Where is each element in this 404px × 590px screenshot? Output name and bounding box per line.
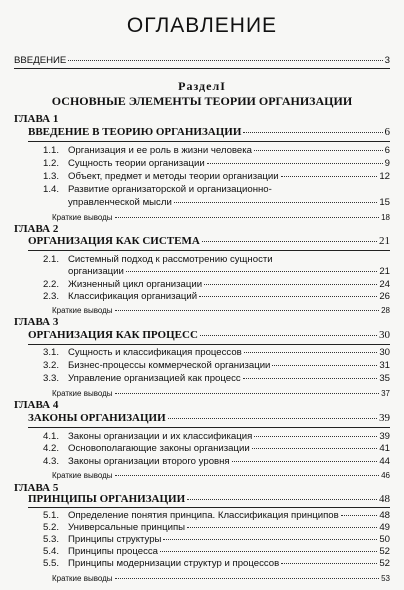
toc-entry[interactable] — [68, 373, 390, 384]
toc-entry[interactable] — [68, 171, 390, 182]
toc-entry[interactable] — [68, 431, 390, 442]
entry-text-cont: организации — [68, 266, 124, 277]
divider — [28, 250, 390, 251]
toc-entry[interactable] — [68, 279, 390, 290]
toc-entry[interactable] — [68, 158, 390, 169]
dot-leader — [68, 60, 382, 61]
toc-entry[interactable] — [68, 145, 390, 156]
entry-text: Управление организацией как процесс — [68, 373, 241, 384]
chapter-3-title-row[interactable] — [28, 330, 390, 341]
entry-text: Принципы процесса — [68, 546, 159, 557]
entry-page: 15 — [379, 197, 390, 208]
part-label: РазделI — [178, 79, 226, 93]
dot-leader — [187, 499, 377, 500]
dot-leader — [254, 436, 377, 437]
divider — [28, 427, 390, 428]
dot-leader — [252, 448, 378, 449]
summary-page: 53 — [381, 574, 390, 583]
chapter-1-title-row[interactable] — [28, 127, 390, 138]
summary-page: 28 — [381, 306, 390, 315]
section-number: 4.2. — [43, 443, 60, 454]
toc-entry[interactable] — [68, 558, 390, 569]
dot-leader — [187, 527, 377, 528]
dot-leader — [115, 475, 380, 476]
entry-page: 31 — [379, 360, 390, 371]
entry-page: 39 — [379, 431, 390, 442]
dot-leader — [281, 563, 377, 564]
entry-page: 12 — [379, 171, 390, 182]
entry-page: 30 — [379, 347, 390, 358]
summary-page: 37 — [381, 389, 390, 398]
toc-entry[interactable] — [68, 534, 390, 545]
dot-leader — [232, 461, 378, 462]
dot-leader — [200, 335, 377, 336]
chapter-4-title: ЗАКОНЫ ОРГАНИЗАЦИИ — [28, 412, 166, 424]
chapter-4-page: 39 — [379, 412, 390, 424]
entry-page: 21 — [379, 266, 390, 277]
entry-text: Универсальные принципы — [68, 522, 186, 533]
toc-entry[interactable] — [68, 360, 390, 371]
section-number: 3.2. — [43, 360, 60, 371]
section-number: 5.2. — [43, 522, 60, 533]
toc-entry[interactable] — [68, 546, 390, 557]
entry-page: 50 — [379, 534, 390, 545]
entry-page: 52 — [379, 546, 390, 557]
dot-leader — [115, 310, 380, 311]
section-number: 1.1. — [43, 145, 60, 156]
entry-page: 49 — [379, 522, 390, 533]
dot-leader — [202, 241, 377, 242]
entry-text: Системный подход к рассмотрению сущности — [68, 254, 273, 265]
toc-intro-row[interactable] — [14, 55, 390, 66]
section-number: 1.3. — [43, 171, 60, 182]
summary-page: 18 — [381, 213, 390, 222]
section-number: 1.2. — [43, 158, 60, 169]
entry-text: Определение понятия принципа. Классификация принципов — [68, 510, 339, 521]
chapter-5-label: ГЛАВА 5 — [14, 482, 59, 494]
dot-leader — [174, 202, 378, 203]
chapter-4-label: ГЛАВА 4 — [14, 399, 59, 411]
entry-text: Бизнес-процессы коммерческой организации — [68, 360, 271, 371]
chapter-2-page: 21 — [379, 235, 390, 247]
chapter-4-title-row[interactable] — [28, 413, 390, 424]
dot-leader — [163, 539, 377, 540]
dot-leader — [341, 515, 378, 516]
toc-entry[interactable] — [68, 197, 390, 208]
entry-text: Законы организации второго уровня — [68, 456, 230, 467]
entry-text: Принципы структуры — [68, 534, 162, 545]
section-number: 5.4. — [43, 546, 60, 557]
section-number: 5.3. — [43, 534, 60, 545]
toc-intro-page: 3 — [384, 55, 390, 66]
toc-intro-label: ВВЕДЕНИЕ — [14, 55, 67, 66]
dot-leader — [243, 132, 382, 133]
toc-entry[interactable] — [68, 456, 390, 467]
dot-leader — [199, 296, 377, 297]
toc-entry[interactable] — [68, 291, 390, 302]
entry-page: 44 — [379, 456, 390, 467]
toc-entry[interactable] — [68, 510, 390, 521]
entry-text: Законы организации и их классификация — [68, 431, 253, 442]
chapter-5-title-row[interactable] — [28, 494, 390, 505]
summary-entry[interactable] — [52, 573, 390, 584]
dot-leader — [115, 393, 380, 394]
divider — [14, 68, 390, 69]
entry-page: 41 — [379, 443, 390, 454]
dot-leader — [115, 578, 380, 579]
entry-text: Объект, предмет и методы теории организации — [68, 171, 279, 182]
section-number: 4.3. — [43, 456, 60, 467]
summary-entry[interactable] — [52, 305, 390, 316]
part-title: ОСНОВНЫЕ ЭЛЕМЕНТЫ ТЕОРИИ ОРГАНИЗАЦИИ — [51, 94, 353, 108]
chapter-5-page: 48 — [379, 493, 390, 505]
toc-entry[interactable] — [68, 266, 390, 277]
chapter-1-label: ГЛАВА 1 — [14, 113, 59, 125]
entry-text: Организация и ее роль в жизни человека — [68, 145, 252, 156]
toc-entry[interactable] — [68, 347, 390, 358]
summary-entry[interactable] — [52, 212, 390, 223]
chapter-1-page: 6 — [384, 126, 390, 138]
summary-text: Краткие выводы — [52, 306, 113, 315]
dot-leader — [160, 551, 377, 552]
dot-leader — [126, 271, 377, 272]
dot-leader — [243, 378, 378, 379]
entry-text: Основополагающие законы организации — [68, 443, 250, 454]
entry-text-cont: управленческой мысли — [68, 197, 172, 208]
entry-page: 9 — [384, 158, 390, 169]
entry-text: Сущность и классификация процессов — [68, 347, 242, 358]
entry-text: Сущность теории организации — [68, 158, 205, 169]
dot-leader — [281, 176, 378, 177]
toc-entry[interactable] — [68, 443, 390, 454]
dot-leader — [272, 365, 377, 366]
chapter-3-title: ОРГАНИЗАЦИЯ КАК ПРОЦЕСС — [28, 329, 198, 341]
chapter-2-title-row[interactable] — [28, 236, 390, 247]
section-number: 2.1. — [43, 254, 60, 265]
dot-leader — [115, 217, 380, 218]
entry-text: Классификация организаций — [68, 291, 198, 302]
summary-entry[interactable] — [52, 388, 390, 399]
entry-text: Развитие организаторской и организационно- — [68, 184, 272, 195]
summary-text: Краткие выводы — [52, 471, 113, 480]
dot-leader — [254, 150, 383, 151]
chapter-2-label: ГЛАВА 2 — [14, 223, 59, 235]
entry-page: 26 — [379, 291, 390, 302]
summary-text: Краткие выводы — [52, 389, 113, 398]
chapter-2-title: ОРГАНИЗАЦИЯ КАК СИСТЕМА — [28, 235, 200, 247]
summary-page: 46 — [381, 471, 390, 480]
toc-entry[interactable] — [68, 522, 390, 533]
section-number: 3.1. — [43, 347, 60, 358]
entry-page: 6 — [384, 145, 390, 156]
chapter-5-title: ПРИНЦИПЫ ОРГАНИЗАЦИИ — [28, 493, 186, 505]
entry-text: Принципы модернизации структур и процессов — [68, 558, 280, 569]
divider — [28, 507, 390, 508]
dot-leader — [168, 418, 377, 419]
summary-entry[interactable] — [52, 470, 390, 481]
entry-page: 24 — [379, 279, 390, 290]
chapter-3-page: 30 — [379, 329, 390, 341]
page-title: ОГЛАВЛЕНИЕ — [126, 14, 278, 37]
chapter-3-label: ГЛАВА 3 — [14, 316, 59, 328]
dot-leader — [207, 163, 383, 164]
section-number: 1.4. — [43, 184, 60, 195]
summary-text: Краткие выводы — [52, 574, 113, 583]
section-number: 2.3. — [43, 291, 60, 302]
section-number: 2.2. — [43, 279, 60, 290]
entry-page: 48 — [379, 510, 390, 521]
section-number: 5.5. — [43, 558, 60, 569]
summary-text: Краткие выводы — [52, 213, 113, 222]
section-number: 4.1. — [43, 431, 60, 442]
divider — [28, 344, 390, 345]
section-number: 3.3. — [43, 373, 60, 384]
divider — [28, 141, 390, 142]
dot-leader — [244, 352, 378, 353]
entry-page: 35 — [379, 373, 390, 384]
entry-page: 52 — [379, 558, 390, 569]
chapter-1-title: ВВЕДЕНИЕ В ТЕОРИЮ ОРГАНИЗАЦИИ — [28, 126, 242, 138]
dot-leader — [204, 284, 377, 285]
entry-text: Жизненный цикл организации — [68, 279, 203, 290]
section-number: 5.1. — [43, 510, 60, 521]
